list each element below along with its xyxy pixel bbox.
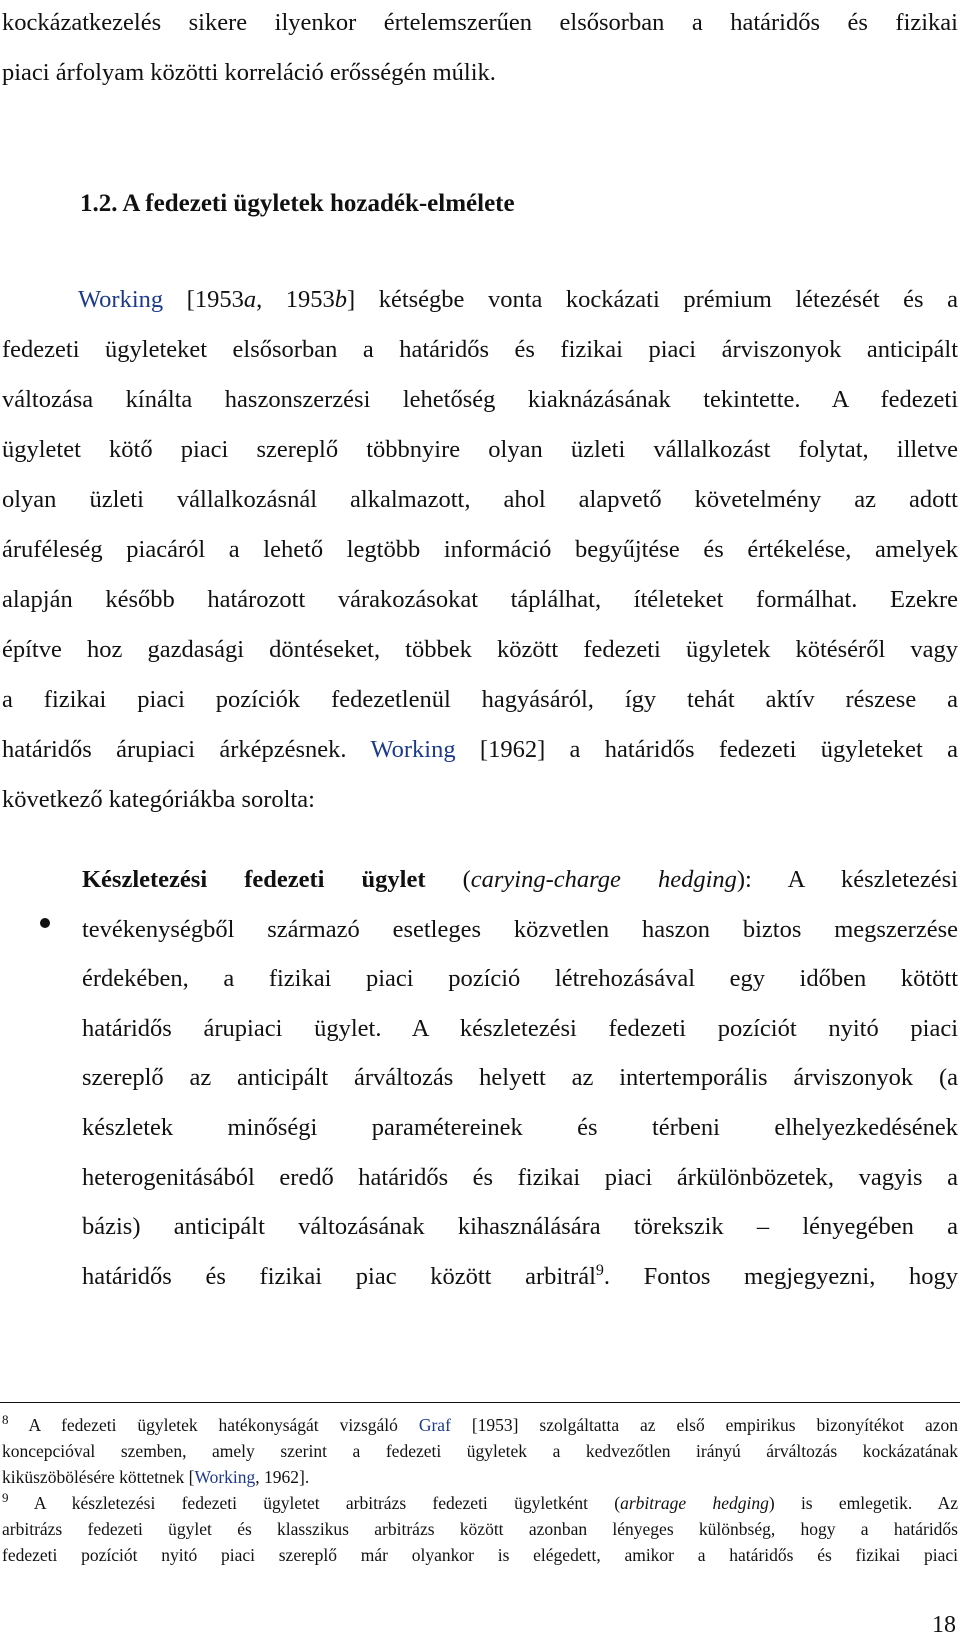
bullet-line-4: határidős árupiaci ügylet. A készletezési fedezeti pozíciót nyitó piaci <box>82 1014 958 1042</box>
footnote-9-number: 9 <box>2 1490 9 1506</box>
bullet-line-1: Készletezési fedezeti ügylet (carying-charge hedging): A készletezési <box>82 866 958 893</box>
bullet-line-6: készletek minőségi paramétereinek és térbeni elhelyezkedésének <box>82 1113 958 1141</box>
footnote-8-line-2: koncepcióval szemben, amely szerint a fedezeti ügyletek a kedvezőtlen irányú árváltozás kockázatának <box>2 1441 958 1461</box>
para1-line-2: fedezeti ügyleteket elsősorban a határidős és fizikai piaci árviszonyok anticipált <box>2 336 958 363</box>
intro-line-2: piaci árfolyam közötti korreláció erősségén múlik. <box>2 59 496 86</box>
bullet-item <box>82 855 958 1301</box>
para1-line-3: változása kínálta haszonszerzési lehetőség kiaknázásának tekintette. A fedezeti <box>2 386 958 413</box>
footnote-8-number: 8 <box>2 1412 9 1428</box>
para1-line-9: a fizikai piaci pozíciók fedezetlenül hagyásáról, így tehát aktív részese a <box>2 686 958 713</box>
citation-link-working-1962[interactable]: Working <box>370 736 456 763</box>
footnote-9-line-1: $^9$ A készletezési fedezeti ügyletet arbitrázs fedezeti ügyletként (arbitrage hedging) is emlegetik. Az <box>2 1490 958 1513</box>
para1-line-11: következő kategóriákba sorolta: <box>2 786 315 813</box>
footnote-8-line-1: $^8$ A fedezeti ügyletek hatékonyságát vizsgáló Graf [1953] szolgáltatta az első empirikus bizonyítékot azon <box>2 1412 958 1435</box>
para1-line-4: ügyletet kötő piaci szereplő többnyire olyan üzleti vállalkozást folytat, illetve <box>2 436 958 463</box>
bullet-line-7: heterogenitásából eredő határidős és fizikai piaci árkülönbözetek, vagyis a <box>82 1163 958 1191</box>
footnote-9-line-3: fedezeti pozíciót nyitó piaci szereplő már olyankor is elégedett, amikor a határidős és fizikai piaci <box>2 1545 958 1565</box>
citation-link-working-1953[interactable]: Working <box>78 286 164 313</box>
bullet-line-5: szereplő az anticipált árváltozás helyett az intertemporális árviszonyok (a <box>82 1064 958 1092</box>
bullet-icon <box>40 918 50 928</box>
para1-line-7: alapján később határozott várakozásokat táplálhat, ítéleteket formálhat. Ezekre <box>2 586 958 613</box>
footnote-9-line-2: arbitrázs fedezeti ügylet és klasszikus arbitrázs között azonban lényeges különbség, hogy a határidős <box>2 1519 958 1539</box>
citation-link-working-fn[interactable]: Working <box>194 1467 256 1487</box>
footnotes <box>2 1412 958 1568</box>
para1-line-1: Working [1953a, 1953b] kétségbe vonta kockázati prémium létezését és a <box>78 286 958 313</box>
para1-line-10: határidős árupiaci árképzésnek. Working [1962] a határidős fedezeti ügyleteket a <box>2 736 958 763</box>
bullet-line-8: bázis) anticipált változásának kihasználására törekszik – lényegében a <box>82 1213 958 1241</box>
section-heading: 1.2. A fedezeti ügyletek hozadék-elmélete <box>80 190 515 217</box>
page-number: 18 <box>932 1612 956 1638</box>
para1-line-6: áruféleség piacáról a lehető legtöbb információ begyűjtése és értékelése, amelyek <box>2 536 958 563</box>
bullet-line-9: határidős és fizikai piac között arbitrál$^9$. Fontos megjegyezni, hogy <box>82 1261 958 1290</box>
para1-line-8: építve hoz gazdasági döntéseket, többek között fedezeti ügyletek kötéséről vagy <box>2 636 958 663</box>
bullet-line-3: érdekében, a fizikai piaci pozíció létrehozásával egy időben kötött <box>82 965 958 993</box>
paragraph-working <box>2 275 958 825</box>
intro-line-1: kockázatkezelés sikere ilyenkor értelemszerűen elsősorban a határidős és fizikai <box>2 9 958 36</box>
footnote-ref-9[interactable]: 9 <box>595 1261 604 1279</box>
citation-link-graf[interactable]: Graf <box>418 1415 451 1435</box>
bullet-line-2: tevékenységből származó esetleges közvetlen haszon biztos megszerzése <box>82 915 958 943</box>
intro-paragraph <box>2 0 958 98</box>
footnote-divider <box>0 1402 960 1403</box>
footnote-8-line-3: kiküszöbölésére köttetnek [Working, 1962]. <box>2 1467 310 1487</box>
para1-line-5: olyan üzleti vállalkozásnál alkalmazott, ahol alapvető követelmény az adott <box>2 486 958 513</box>
